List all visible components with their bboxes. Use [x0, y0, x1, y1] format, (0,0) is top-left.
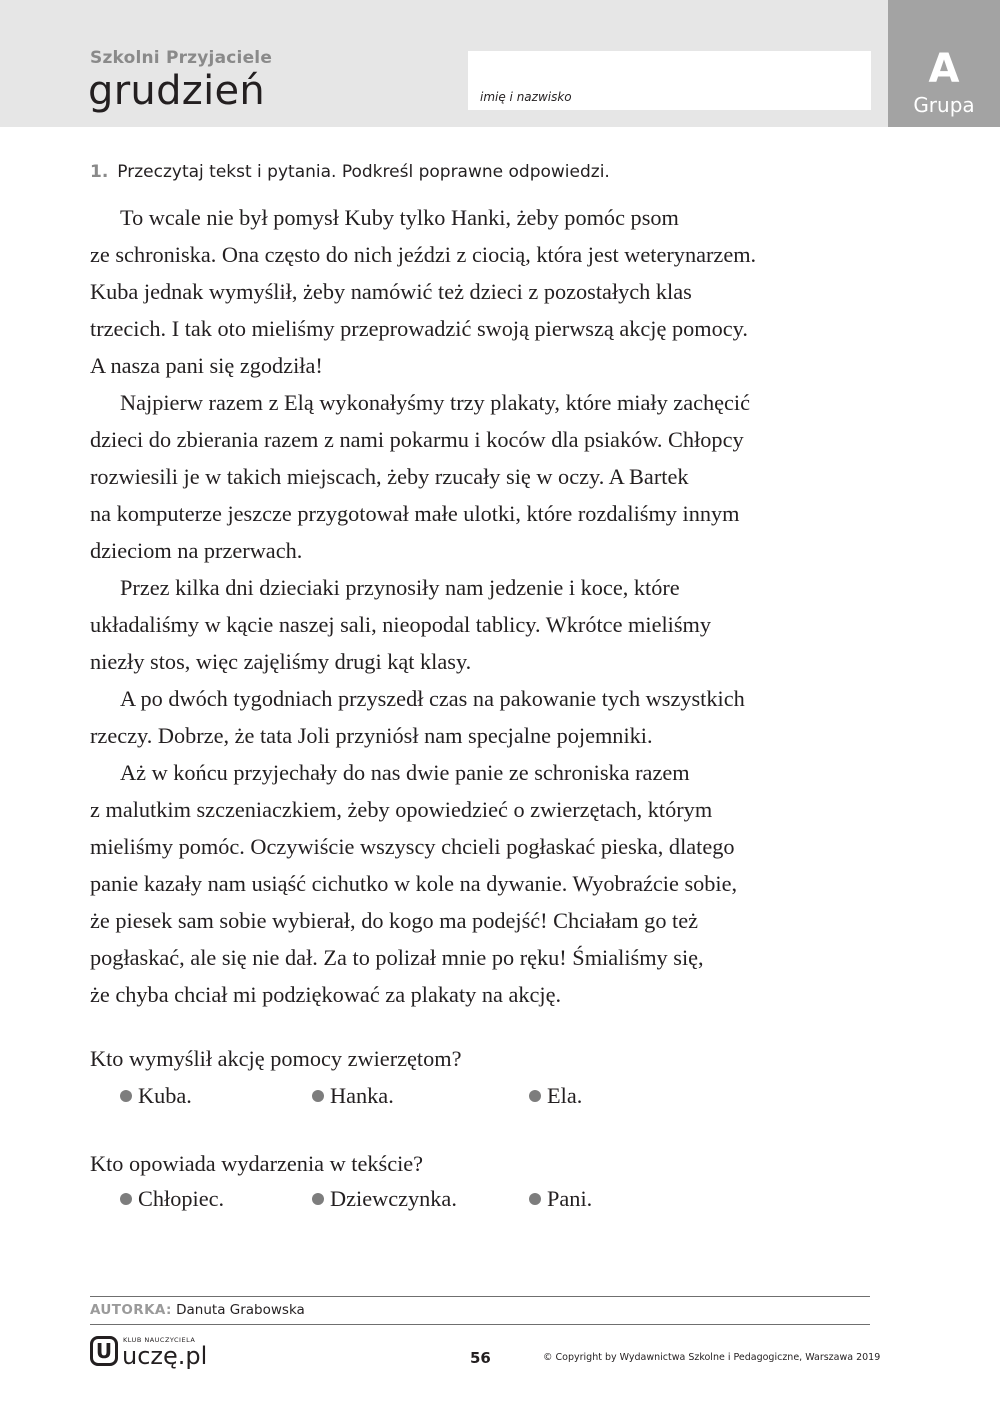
story-line: że chyba chciał mi podziękować za plakaty na akcję.	[90, 982, 562, 1007]
answer-option[interactable]	[120, 1183, 224, 1215]
page-number: 56	[470, 1349, 491, 1367]
task-number: 1.	[90, 162, 109, 182]
story-line: rzeczy. Dobrze, że tata Joli przyniósł nam specjalne pojemniki.	[90, 723, 653, 748]
bullet-icon	[312, 1193, 324, 1205]
question-1: Kto wymyślił akcję pomocy zwierzętom?	[90, 1046, 462, 1071]
bullet-icon	[120, 1090, 132, 1102]
story-line: panie kazały nam usiąść cichutko w kole na dywanie. Wyobraźcie sobie,	[90, 871, 738, 896]
group-tab	[888, 0, 1000, 127]
logo-tagline: KLUB NAUCZYCIELA	[123, 1336, 196, 1344]
story-line: ze schroniska. Ona często do nich jeździ z ciocią, która jest weterynarzem.	[90, 242, 757, 267]
answer-option[interactable]	[529, 1080, 582, 1112]
story-line: dzieci do zbierania razem z nami pokarmu i koców dla psiaków. Chłopcy	[90, 427, 744, 452]
author-label: AUTORKA:	[90, 1302, 172, 1318]
bullet-icon	[529, 1193, 541, 1205]
story-line: Najpierw razem z Elą wykonałyśmy trzy plakaty, które miały zachęcić	[120, 390, 751, 415]
answer-option-label: Chłopiec.	[138, 1186, 225, 1211]
name-field-label: imię i nazwisko	[480, 90, 572, 104]
author-name: Danuta Grabowska	[176, 1302, 305, 1318]
story-line: A nasza pani się zgodziła!	[90, 353, 323, 378]
ucze-logo	[90, 1332, 220, 1372]
logo-name: uczę.pl	[122, 1342, 208, 1370]
answer-option[interactable]	[312, 1080, 394, 1112]
story-line: Aż w końcu przyjechały do nas dwie panie ze schroniska razem	[120, 760, 690, 785]
bullet-icon	[529, 1090, 541, 1102]
task-text: Przeczytaj tekst i pytania. Podkreśl poprawne odpowiedzi.	[117, 162, 610, 182]
group-word: Grupa	[913, 93, 975, 117]
bullet-icon	[120, 1193, 132, 1205]
story-line: pogłaskać, ale się nie dał. Za to polizał mnie po ręku! Śmialiśmy się,	[90, 945, 704, 970]
group-letter: A	[928, 46, 960, 92]
copyright-notice: © Copyright by Wydawnictwa Szkolne i Pedagogiczne, Warszawa 2019	[543, 1352, 881, 1363]
footer-divider	[90, 1324, 870, 1325]
name-field[interactable]	[468, 51, 871, 110]
answer-option-label: Hanka.	[330, 1083, 394, 1108]
story-line: układaliśmy w kącie naszej sali, nieopodal tablicy. Wkrótce mieliśmy	[90, 612, 712, 637]
story-line: niezły stos, więc zajęliśmy drugi kąt klasy.	[90, 649, 472, 674]
task-instruction	[90, 159, 610, 185]
story-line: z malutkim szczeniaczkiem, żeby opowiedzieć o zwierzętach, którym	[90, 797, 713, 822]
story-line: dzieciom na przerwach.	[90, 538, 303, 563]
reading-text	[90, 199, 870, 1013]
footer-divider	[90, 1296, 870, 1297]
story-line: że piesek sam sobie wybierał, do kogo ma podejść! Chciałam go też	[90, 908, 699, 933]
answer-option-label: Ela.	[547, 1083, 583, 1108]
page-title: grudzień	[88, 68, 266, 114]
story-line: To wcale nie był pomysł Kuby tylko Hanki, żeby pomóc psom	[120, 205, 679, 230]
author-credit	[90, 1302, 305, 1318]
answer-option[interactable]	[120, 1080, 192, 1112]
bullet-icon	[312, 1090, 324, 1102]
header-bar	[0, 0, 888, 127]
story-line: Kuba jednak wymyślił, żeby namówić też dzieci z pozostałych klas	[90, 279, 692, 304]
story-line: na komputerze jeszcze przygotował małe ulotki, które rozdaliśmy innym	[90, 501, 740, 526]
answer-option-label: Dziewczynka.	[330, 1186, 457, 1211]
answer-option-label: Pani.	[547, 1186, 593, 1211]
story-line: trzecich. I tak oto mieliśmy przeprowadzić swoją pierwszą akcję pomocy.	[90, 316, 748, 341]
series-title: Szkolni Przyjaciele	[90, 48, 273, 68]
answer-option[interactable]	[529, 1183, 592, 1215]
story-line: rozwiesili je w takich miejscach, żeby rzucały się w oczy. A Bartek	[90, 464, 689, 489]
story-line: Przez kilka dni dzieciaki przynosiły nam jedzenie i koce, które	[120, 575, 680, 600]
answer-option-label: Kuba.	[138, 1083, 192, 1108]
story-line: A po dwóch tygodniach przyszedł czas na pakowanie tych wszystkich	[120, 686, 745, 711]
answer-option[interactable]	[312, 1183, 457, 1215]
question-2: Kto opowiada wydarzenia w tekście?	[90, 1151, 424, 1176]
logo-u-icon: U	[90, 1336, 118, 1366]
story-line: mieliśmy pomóc. Oczywiście wszyscy chcieli pogłaskać pieska, dlatego	[90, 834, 735, 859]
